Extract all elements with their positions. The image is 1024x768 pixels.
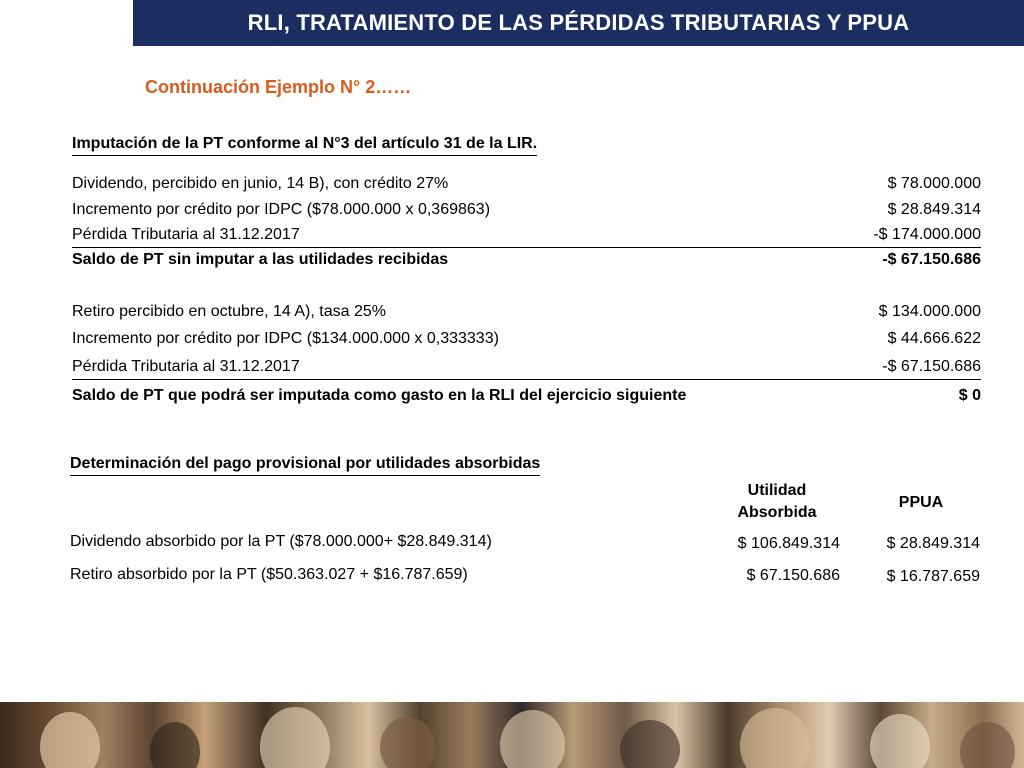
column-header-utilidad (716, 480, 838, 524)
utilidad-cell: $ 106.849.314 (737, 535, 840, 552)
section1-heading: Imputación de la PT conforme al N°3 del artículo 31 de la LIR. (72, 135, 537, 156)
photo-detail (870, 714, 930, 768)
row-label: Dividendo absorbido por la PT ($78.000.000+ $28.849.314) (70, 533, 492, 550)
row-amount: $ 134.000.000 (878, 303, 981, 320)
column-header-line: Absorbida (737, 504, 817, 521)
row-amount: -$ 67.150.686 (882, 251, 981, 268)
slide-title-bar (133, 0, 1024, 46)
photo-detail (740, 708, 810, 768)
row-amount: $ 78.000.000 (887, 175, 981, 192)
photo-detail (380, 717, 435, 768)
row-label: Incremento por crédito por IDPC ($134.000.000 x 0,333333) (72, 330, 499, 347)
photo-detail (620, 720, 680, 768)
row-label: Dividendo, percibido en junio, 14 B), con crédito 27% (72, 175, 449, 192)
row-amount: $ 44.666.622 (887, 330, 981, 347)
photo-detail (960, 722, 1015, 768)
row-amount: $ 28.849.314 (887, 201, 981, 218)
table-row (72, 355, 981, 380)
column-header-line: Utilidad (747, 482, 807, 499)
row-label: Saldo de PT sin imputar a las utilidades recibidas (72, 251, 449, 268)
photo-detail (40, 712, 100, 768)
total-row (72, 384, 981, 408)
column-header-ppua: PPUA (898, 494, 944, 511)
section2-heading: Determinación del pago provisional por utilidades absorbidas (70, 455, 540, 476)
row-label: Pérdida Tributaria al 31.12.2017 (72, 358, 300, 375)
row-label: Retiro absorbido por la PT ($50.363.027 + $16.787.659) (70, 566, 468, 583)
row-amount: $ 0 (958, 387, 981, 404)
table-row (72, 300, 981, 324)
row-amount: -$ 174.000.000 (873, 226, 981, 243)
crowd-photo-strip (0, 702, 1024, 768)
row-amount: -$ 67.150.686 (882, 358, 981, 375)
table-row (72, 172, 981, 196)
row-label: Incremento por crédito por IDPC ($78.000.000 x 0,369863) (72, 201, 491, 218)
photo-detail (260, 707, 330, 768)
photo-detail (150, 722, 200, 768)
row-label: Retiro percibido en octubre, 14 A), tasa 25% (72, 303, 386, 320)
ppua-cell: $ 16.787.659 (886, 568, 980, 585)
subtotal-row (72, 248, 981, 272)
table-row (72, 327, 981, 351)
row-label: Pérdida Tributaria al 31.12.2017 (72, 226, 300, 243)
table-row (72, 198, 981, 222)
slide-title: RLI, TRATAMIENTO DE LAS PÉRDIDAS TRIBUTARIAS Y PPUA (247, 10, 910, 35)
slide-subtitle: Continuación Ejemplo N° 2…… (145, 77, 412, 97)
photo-detail (500, 710, 565, 768)
utilidad-cell: $ 67.150.686 (746, 567, 840, 584)
table-row (72, 223, 981, 248)
row-label: Saldo de PT que podrá ser imputada como gasto en la RLI del ejercicio siguiente (72, 387, 687, 404)
ppua-cell: $ 28.849.314 (886, 535, 980, 552)
